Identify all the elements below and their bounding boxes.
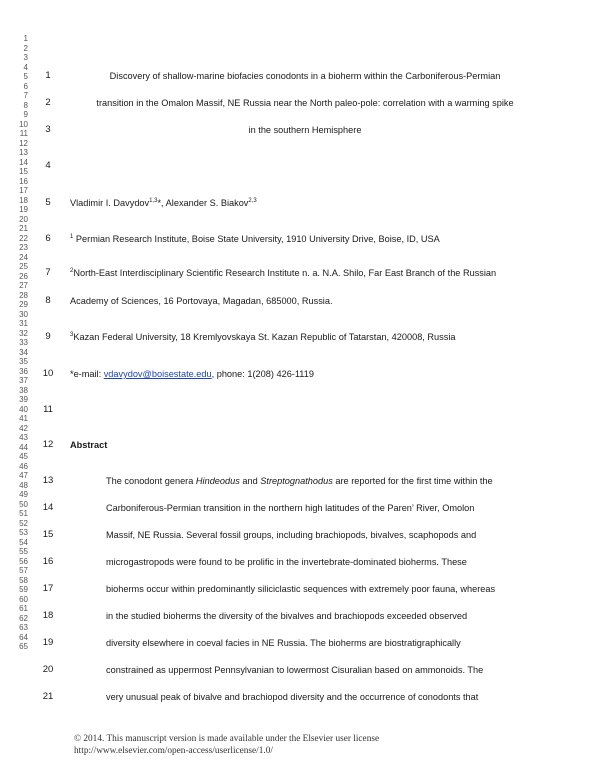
margin-number: 8 xyxy=(23,100,28,110)
abstract-line: in the studied bioherms the diversity of the bivalves and brachiopods exceeded observed xyxy=(106,611,468,621)
margin-number: 44 xyxy=(19,442,28,452)
margin-number: 47 xyxy=(19,471,28,480)
margin-number: 55 xyxy=(19,547,28,556)
line-number: 11 xyxy=(43,404,53,415)
line-number: 3 xyxy=(45,124,51,135)
margin-number: 27 xyxy=(19,281,28,290)
line-number: 19 xyxy=(42,637,54,648)
margin-number: 36 xyxy=(19,366,28,376)
margin-line-numbers xyxy=(0,34,30,652)
abstract-line: Carboniferous-Permian transition in the northern high latitudes of the Paren’ River, Omolon xyxy=(106,503,475,513)
abstract-text: are reported for the first time within the xyxy=(332,476,493,486)
margin-number: 51 xyxy=(19,509,28,518)
genus-name: Hindeodus xyxy=(195,476,240,486)
email-link[interactable]: vdavydov@boisestate.edu xyxy=(103,369,212,379)
abstract-line: bioherms occur within predominantly siliciclastic sequences with extremely poor fauna, whereas xyxy=(106,584,496,594)
affiliation-mark: 2 xyxy=(70,267,74,274)
affiliation-text: Permian Research Institute, Boise State University, 1910 University Drive, Boise, ID, USA xyxy=(73,234,440,244)
line-number: 16 xyxy=(42,556,54,567)
license-url: http://www.elsevier.com/open-access/userlicense/1.0/ xyxy=(74,746,273,756)
margin-number: 5 xyxy=(23,72,28,81)
margin-number: 61 xyxy=(19,604,28,613)
line-number: 18 xyxy=(42,610,54,621)
margin-number: 13 xyxy=(19,148,28,157)
margin-number: 63 xyxy=(19,623,28,632)
margin-number: 34 xyxy=(19,347,28,357)
margin-number: 50 xyxy=(19,499,28,509)
margin-number: 39 xyxy=(19,395,28,404)
margin-number: 41 xyxy=(19,414,28,423)
margin-number: 9 xyxy=(23,110,28,119)
abstract-line: microgastropods were found to be prolific in the invertebrate-dominated bioherms. These xyxy=(106,557,467,567)
line-number: 15 xyxy=(42,529,54,540)
margin-number: 52 xyxy=(19,518,28,528)
margin-number: 11 xyxy=(19,129,28,138)
abstract-line: Massif, NE Russia. Several fossil groups, including brachiopods, bivalves, scaphopods and xyxy=(106,530,477,540)
abstract-text: and xyxy=(239,476,261,486)
line-number: 2 xyxy=(45,97,51,108)
title-line: transition in the Omalon Massif, NE Russia near the North paleo-pole: correlation with a warming spike xyxy=(96,98,514,108)
margin-number: 65 xyxy=(19,642,28,651)
margin-number: 19 xyxy=(19,205,28,214)
margin-number: 21 xyxy=(19,224,28,233)
margin-number: 28 xyxy=(19,290,28,300)
margin-number: 23 xyxy=(19,243,28,252)
abstract-heading: Abstract xyxy=(70,440,108,450)
title-line: in the southern Hemisphere xyxy=(248,125,362,135)
margin-number: 22 xyxy=(19,233,28,243)
abstract-text: The conodont genera xyxy=(106,476,196,486)
email-label: *e-mail: xyxy=(70,369,104,379)
line-number: 4 xyxy=(45,160,51,171)
margin-number: 60 xyxy=(19,594,28,604)
affiliation-1 xyxy=(70,233,440,245)
margin-number: 1 xyxy=(23,34,28,43)
affiliation-mark: 3 xyxy=(70,331,74,338)
line-number: 21 xyxy=(42,691,54,702)
line-number: 7 xyxy=(45,267,51,278)
margin-number: 57 xyxy=(19,566,28,575)
line-number: 6 xyxy=(45,233,51,244)
affiliation-3 xyxy=(70,331,456,343)
author-name: Vladimir I. Davydov xyxy=(70,198,150,208)
margin-number: 12 xyxy=(19,138,28,148)
author-line xyxy=(70,197,257,209)
margin-number: 26 xyxy=(19,271,28,281)
margin-number: 4 xyxy=(23,62,28,72)
genus-name: Streptognathodus xyxy=(260,476,333,486)
margin-number: 33 xyxy=(19,338,28,347)
margin-number: 59 xyxy=(19,585,28,594)
margin-number: 46 xyxy=(19,461,28,471)
margin-number: 54 xyxy=(19,537,28,547)
margin-number: 3 xyxy=(23,53,28,62)
margin-number: 37 xyxy=(19,376,28,385)
margin-number: 7 xyxy=(23,91,28,100)
affiliation-text: Kazan Federal University, 18 Kremlyovskaya St. Kazan Republic of Tatarstan, 420008, Russia xyxy=(73,332,456,342)
margin-number: 43 xyxy=(19,433,28,442)
margin-number: 18 xyxy=(19,195,28,205)
line-number: 17 xyxy=(42,583,54,594)
affiliation-mark: 2,3 xyxy=(248,197,257,204)
margin-number: 48 xyxy=(19,480,28,490)
margin-number: 45 xyxy=(19,452,28,461)
author-name: Alexander S. Biakov xyxy=(165,198,249,208)
affiliation-2 xyxy=(70,267,496,279)
margin-number: 17 xyxy=(19,186,28,195)
affiliation-mark: 1,3 xyxy=(149,197,158,204)
margin-number: 49 xyxy=(19,490,28,499)
margin-number: 2 xyxy=(23,43,28,53)
line-number: 20 xyxy=(42,664,54,675)
line-number: 10 xyxy=(42,368,54,379)
margin-number: 35 xyxy=(19,357,28,366)
line-number: 8 xyxy=(45,295,51,306)
margin-number: 62 xyxy=(19,613,28,623)
margin-number: 16 xyxy=(19,176,28,186)
contact-line xyxy=(70,368,314,380)
margin-number: 38 xyxy=(19,385,28,395)
line-number: 14 xyxy=(42,502,54,513)
margin-number: 56 xyxy=(19,556,28,566)
margin-number: 14 xyxy=(19,157,28,167)
line-number: 5 xyxy=(45,197,51,208)
line-number: 13 xyxy=(42,475,54,486)
margin-number: 40 xyxy=(19,404,28,414)
affiliation-text: North-East Interdisciplinary Scientific Research Institute n. a. N.A. Shilo, Far East Branch of the Russian xyxy=(73,268,497,278)
margin-number: 29 xyxy=(19,300,28,309)
margin-number: 32 xyxy=(19,328,28,338)
margin-number: 15 xyxy=(19,167,28,176)
margin-number: 20 xyxy=(19,214,28,224)
abstract-line xyxy=(106,475,493,487)
line-number: 12 xyxy=(42,439,54,450)
margin-number: 64 xyxy=(19,632,28,642)
license-notice: © 2014. This manuscript version is made available under the Elsevier user license xyxy=(74,734,380,744)
margin-number: 6 xyxy=(23,81,28,91)
abstract-line: very unusual peak of bivalve and brachiopod diversity and the occurrence of conodonts that xyxy=(106,692,479,702)
affiliation-mark: 1 xyxy=(70,233,74,240)
margin-number: 31 xyxy=(19,319,28,328)
margin-number: 58 xyxy=(19,575,28,585)
margin-number: 30 xyxy=(19,309,28,319)
margin-number: 42 xyxy=(19,423,28,433)
phone-text: , phone: 1(208) 426-1119 xyxy=(211,369,314,379)
margin-number: 10 xyxy=(19,119,28,129)
abstract-line: constrained as uppermost Pennsylvanian to lowermost Cisuralian based on ammonoids. The xyxy=(106,665,484,675)
title-line: Discovery of shallow-marine biofacies conodonts in a bioherm within the Carboniferous-Permian xyxy=(109,71,501,81)
corresponding-mark: *, xyxy=(157,198,166,208)
margin-number: 25 xyxy=(19,262,28,271)
abstract-line: diversity elsewhere in coeval facies in NE Russia. The bioherms are biostratigraphically xyxy=(106,638,461,648)
margin-number: 53 xyxy=(19,528,28,537)
line-number: 1 xyxy=(45,70,51,81)
margin-number: 24 xyxy=(19,252,28,262)
affiliation-2-cont: Academy of Sciences, 16 Portovaya, Magadan, 685000, Russia. xyxy=(70,296,333,306)
line-number: 9 xyxy=(45,331,51,342)
